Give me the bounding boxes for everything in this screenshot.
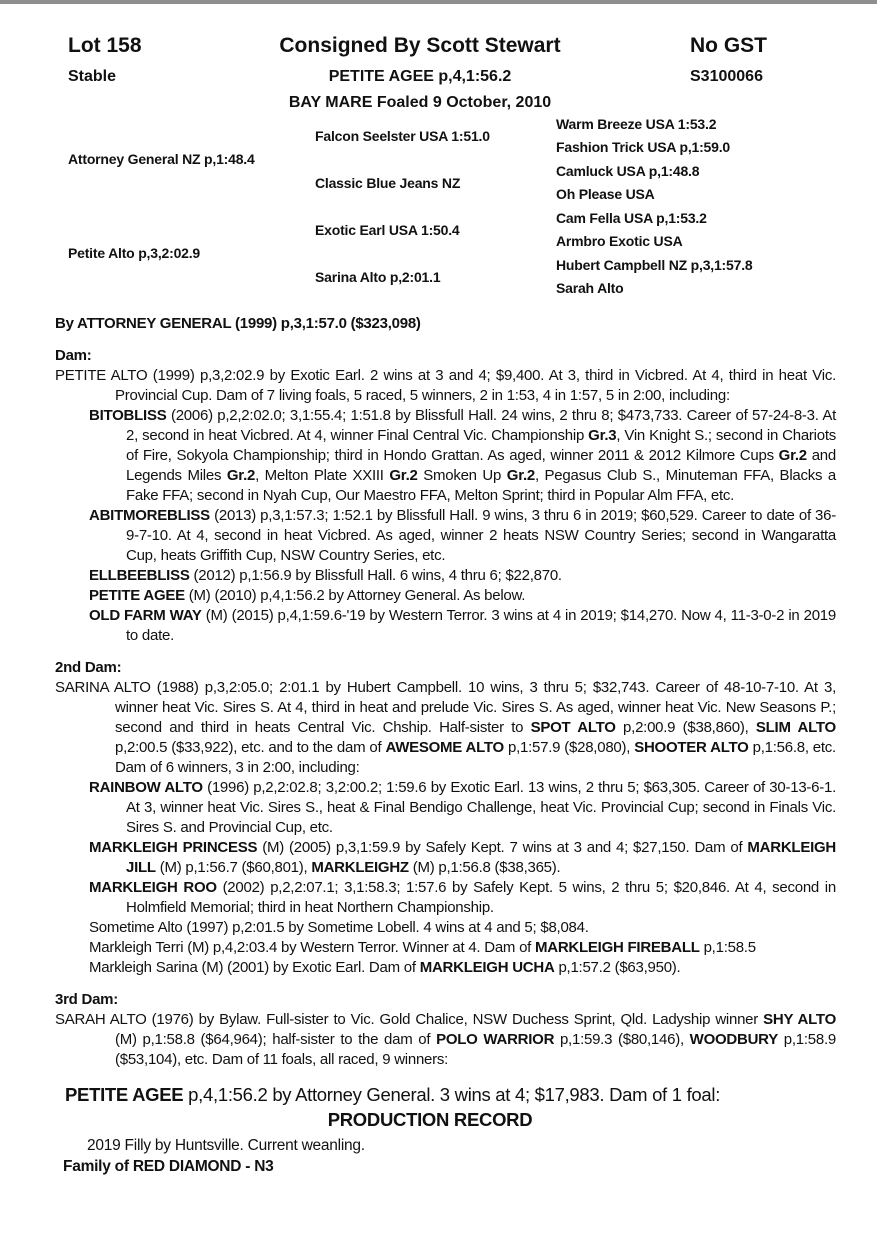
text-segment: , Melton Plate XXIII <box>255 467 390 484</box>
text-segment: (1996) p,2,2:02.8; 3,2:00.2; 1:59.6 by Exotic Earl. 13 wins, 2 thru 5; $63,305. Career of 30-13-6-1. At 3, winner heat Vic. Sires S., heat & Final Bendigo Challenge, heat Vic. Provincial Cup; second in Finals Vic. Sires S. and Provincial Cup, etc. <box>126 779 837 836</box>
pedigree-cell <box>315 253 551 300</box>
text-segment: p,4,1:56.2 by Attorney General. 3 wins at 4; $17,983. Dam of 1 foal: <box>183 1084 721 1105</box>
text-segment: (2013) p,3,1:57.3; 1:52.1 by Blissfull Hall. 9 wins, 3 thru 6 in 2019; $60,529. Career to date of 36-9-7-10. At 4, second in heat Vicbred. As aged, winner 2 heats NSW Country Series; second in Wangaratta Cup, heats Griffith Cup, NSW Country Series, etc. <box>126 507 836 564</box>
bold-horse-name: ABITMOREBLISS <box>89 507 210 524</box>
text-segment: p,1:57.9 ($28,080), <box>503 739 635 756</box>
bold-horse-name: POLO WARRIOR <box>436 1031 555 1048</box>
text-segment: and Legends Miles <box>126 447 836 484</box>
text-segment: p,1:58.9 ($53,104), etc. Dam of 11 foals, all raced, 9 winners: <box>115 1031 836 1068</box>
pedigree-horse-name: Sarina Alto p,2:01.1 <box>315 268 441 285</box>
pedigree-paragraph <box>89 778 836 838</box>
consignor-line: Consigned By Scott Stewart <box>279 34 561 57</box>
pedigree-paragraph <box>89 958 836 978</box>
pedigree-table <box>0 108 877 304</box>
text-segment: (M) (2015) p,4,1:59.6-'19 by Western Terror. 3 wins at 4 in 2019; $14,270. Now 4, 11-3-0-2 in 2019 to date. <box>126 607 836 644</box>
text-segment: Sometime Alto (1997) p,2:01.5 by Sometime Lobell. 4 wins at 4 and 5; $8,084. <box>89 919 589 936</box>
gst-status: No GST <box>690 34 767 57</box>
text-segment: p,1:57.2 ($63,950). <box>554 959 681 976</box>
pedigree-gen1-column <box>68 112 310 300</box>
pedigree-cell <box>556 159 874 183</box>
bold-horse-name: MARKLEIGH FIREBALL <box>535 939 700 956</box>
pedigree-cell <box>556 136 874 160</box>
pedigree-text-body <box>55 314 836 1070</box>
pedigree-horse-name: Attorney General NZ p,1:48.4 <box>68 151 255 167</box>
pedigree-cell <box>556 183 874 207</box>
bold-horse-name: RAINBOW ALTO <box>89 779 203 796</box>
horse-name-record: PETITE AGEE p,4,1:56.2 <box>328 68 512 85</box>
pedigree-cell <box>315 159 551 206</box>
text-segment: (M) (2010) p,4,1:56.2 by Attorney General. As below. <box>184 587 526 604</box>
text-segment: p,1:56.8, etc. Dam of 6 winners, 3 in 2:00, including: <box>115 739 836 776</box>
pedigree-paragraph <box>89 586 836 606</box>
bold-horse-name: Gr.2 <box>506 467 535 484</box>
pedigree-horse-name: Fashion Trick USA p,1:59.0 <box>556 139 731 156</box>
pedigree-horse-name: Armbro Exotic USA <box>556 233 683 250</box>
pedigree-horse-name: Oh Please USA <box>556 186 655 203</box>
bold-horse-name: SPOT ALTO <box>530 719 616 736</box>
pedigree-paragraph <box>89 606 836 646</box>
registration-number: S3100066 <box>690 68 763 85</box>
text-segment: p,1:59.3 ($80,146), <box>554 1031 690 1048</box>
pedigree-paragraph <box>89 938 836 958</box>
bold-horse-name: AWESOME ALTO <box>385 739 504 756</box>
text-segment: (M) p,1:56.7 ($60,801), <box>155 859 312 876</box>
production-entry: 2019 Filly by Huntsville. Current weanling. <box>87 1137 365 1154</box>
bold-horse-name: SHY ALTO <box>763 1011 836 1028</box>
text-segment: (2006) p,2,2:02.0; 3,1:55.4; 1:51.8 by Blissfull Hall. 24 wins, 2 thru 8; $473,733. Career of 57-24-8-3. At 2, second in heat Vicbred. At 4, winner Final Central Vic. Championship <box>126 407 836 444</box>
bold-horse-name: MARKLEIGH ROO <box>89 879 217 896</box>
bold-horse-name: WOODBURY <box>689 1031 778 1048</box>
pedigree-horse-name: Exotic Earl USA 1:50.4 <box>315 221 460 238</box>
section-heading: Dam: <box>55 347 92 364</box>
pedigree-cell <box>556 230 874 254</box>
production-entries <box>0 1137 877 1155</box>
production-record-block <box>0 1084 877 1176</box>
pedigree-horse-name: Falcon Seelster USA 1:51.0 <box>315 127 490 144</box>
pedigree-cell <box>556 277 874 301</box>
pedigree-paragraph <box>89 566 836 586</box>
pedigree-paragraph <box>55 366 836 406</box>
pedigree-cell <box>556 253 874 277</box>
section-heading: 2nd Dam: <box>55 659 122 676</box>
pedigree-horse-name: Petite Alto p,3,2:02.9 <box>68 245 201 261</box>
section-heading: 3rd Dam: <box>55 991 119 1008</box>
pedigree-gen3-column <box>556 112 874 300</box>
pedigree-paragraph <box>55 678 836 778</box>
pedigree-paragraph <box>89 838 836 878</box>
pedigree-horse-name: Camluck USA p,1:48.8 <box>556 162 700 179</box>
bold-horse-name: Gr.2 <box>226 467 256 484</box>
text-segment: p,2:00.9 ($38,860), <box>615 719 756 736</box>
text-segment: SARINA ALTO (1988) p,3,2:05.0; 2:01.1 by Hubert Campbell. 10 wins, 3 thru 5; $32,743. Career of 48-10-7-10. At 3, winner heat Vic. Sires S. At 4, third in heat and prelude Vic. Sires S. As aged, winner heat Vic. New Seasons P.; second and third in heats Central Vic. Chship. Half-sister to <box>55 679 836 736</box>
bold-horse-name: Gr.2 <box>778 447 807 464</box>
text-segment: , Pegasus Club S., Minuteman FFA, Blacks a Fake FFA; second in Nyah Cup, Our Maestro FFA, Melton Sprint; third in Popular Alm FFA, etc. <box>126 467 836 504</box>
pedigree-paragraph <box>89 406 836 506</box>
production-intro <box>65 1084 836 1106</box>
bold-horse-name: MARKLEIGH JILL <box>126 839 836 876</box>
foaling-line: BAY MARE Foaled 9 October, 2010 <box>288 94 552 111</box>
bold-horse-name: SLIM ALTO <box>755 719 836 736</box>
bold-horse-name: OLD FARM WAY <box>89 607 202 624</box>
bold-horse-name: MARKLEIGHZ <box>311 859 409 876</box>
text-segment: (2002) p,2,2:07.1; 3,1:58.3; 1:57.6 by Safely Kept. 5 wins, 2 thru 5; $20,846. At 4, second in Holmfield Memorial; third in heat Northern Championship. <box>126 879 836 916</box>
pedigree-cell <box>68 206 310 300</box>
pedigree-paragraph <box>89 506 836 566</box>
pedigree-gen2-column <box>315 112 551 300</box>
pedigree-paragraph <box>89 918 836 938</box>
pedigree-cell <box>315 206 551 253</box>
bold-horse-name: Gr.2 <box>389 467 418 484</box>
bold-horse-name: Gr.3 <box>588 427 617 444</box>
text-segment: SARAH ALTO (1976) by Bylaw. Full-sister to Vic. Gold Chalice, NSW Duchess Sprint, Qld. Ladyship winner <box>55 1011 764 1028</box>
production-record-heading: PRODUCTION RECORD <box>327 1109 533 1130</box>
stable-label: Stable <box>68 68 117 85</box>
bold-horse-name: MARKLEIGH PRINCESS <box>89 839 258 856</box>
bold-horse-name: MARKLEIGH UCHA <box>419 959 555 976</box>
pedigree-horse-name: Hubert Campbell NZ p,3,1:57.8 <box>556 256 753 273</box>
dam-sections <box>55 346 836 1070</box>
pedigree-paragraph <box>89 878 836 918</box>
pedigree-cell <box>68 112 310 206</box>
text-segment: p,2:00.5 ($33,922), etc. and to the dam of <box>115 739 386 756</box>
bold-horse-name: PETITE AGEE <box>89 587 185 604</box>
text-segment: (M) p,1:58.8 ($64,964); half-sister to the dam of <box>115 1031 437 1048</box>
text-segment: p,1:58.5 <box>699 939 756 956</box>
pedigree-horse-name: Classic Blue Jeans NZ <box>315 174 461 191</box>
text-segment: (2012) p,1:56.9 by Blissfull Hall. 6 wins, 4 thru 6; $22,870. <box>189 567 562 584</box>
bold-horse-name: BITOBLISS <box>89 407 167 424</box>
text-segment: Smoken Up <box>417 467 507 484</box>
pedigree-paragraph <box>55 1010 836 1070</box>
pedigree-horse-name: Warm Breeze USA 1:53.2 <box>556 115 717 132</box>
bold-horse-name: SHOOTER ALTO <box>634 739 749 756</box>
pedigree-horse-name: Sarah Alto <box>556 280 624 297</box>
pedigree-cell <box>556 112 874 136</box>
text-segment: Markleigh Terri (M) p,4,2:03.4 by Western Terror. Winner at 4. Dam of <box>89 939 536 956</box>
bold-horse-name: ELLBEEBLISS <box>89 567 190 584</box>
catalog-header <box>0 4 877 111</box>
pedigree-cell <box>315 112 551 159</box>
family-line: Family of RED DIAMOND - N3 <box>63 1158 274 1175</box>
sire-summary-line: By ATTORNEY GENERAL (1999) p,3,1:57.0 ($323,098) <box>55 315 421 332</box>
bold-horse-name: PETITE AGEE <box>65 1084 184 1105</box>
text-segment: , Vin Knight S.; second in Chariots of Fire, Sokyola Championship; third in Hondo Grattan. As aged, winner 2011 & 2012 Kilmore Cups <box>126 427 836 464</box>
pedigree-horse-name: Cam Fella USA p,1:53.2 <box>556 209 707 226</box>
lot-number: Lot 158 <box>68 34 142 57</box>
text-segment: (M) (2005) p,3,1:59.9 by Safely Kept. 7 wins at 3 and 4; $27,150. Dam of <box>257 839 748 856</box>
text-segment: (M) p,1:56.8 ($38,365). <box>408 859 561 876</box>
pedigree-cell <box>556 206 874 230</box>
text-segment: Markleigh Sarina (M) (2001) by Exotic Earl. Dam of <box>89 959 420 976</box>
text-segment: PETITE ALTO (1999) p,3,2:02.9 by Exotic Earl. 2 wins at 3 and 4; $9,400. At 3, third in Vicbred. At 4, third in heat Vic. Provincial Cup. Dam of 7 living foals, 5 raced, 5 winners, 2 in 1:53, 4 in 1:57, 5 in 2:00, including: <box>55 367 836 404</box>
